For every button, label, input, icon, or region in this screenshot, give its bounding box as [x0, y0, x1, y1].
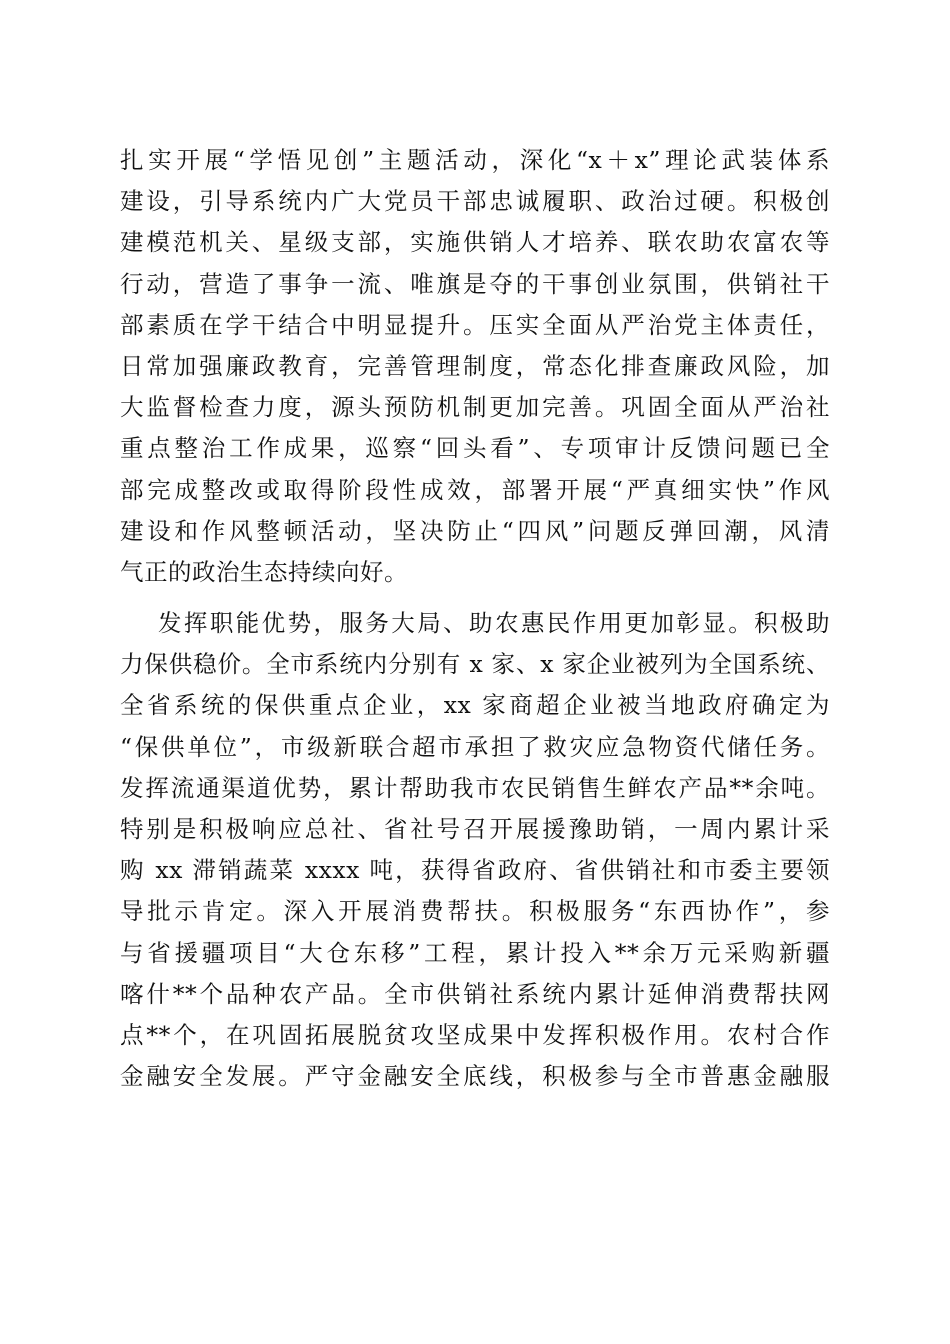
text-line: 发挥职能优势，服务大局、助农惠民作用更加彰显。积极助	[158, 609, 830, 638]
text-line: 与省援疆项目“大仓东移”工程，累计投入**余万元采购新疆	[120, 938, 830, 967]
text-line: 大监督检查力度，源头预防机制更加完善。巩固全面从严治社	[120, 393, 830, 422]
paragraph-party-building	[120, 140, 830, 593]
paragraph-service-function	[120, 603, 830, 1097]
text-line: 喀什**个品种农产品。全市供销社系统内累计延伸消费帮扶网	[120, 979, 830, 1008]
text-line: 点**个，在巩固拓展脱贫攻坚成果中发挥积极作用。农村合作	[120, 1020, 830, 1049]
text-line: 日常加强廉政教育，完善管理制度，常态化排查廉政风险，加	[120, 351, 830, 380]
text-line: 建设和作风整顿活动，坚决防止“四风”问题反弹回潮，风清	[120, 516, 830, 545]
text-line: 建设，引导系统内广大党员干部忠诚履职、政治过硬。积极创	[120, 187, 830, 216]
text-line: 扎实开展“学悟见创”主题活动，深化“x＋x”理论武装体系	[120, 146, 830, 174]
text-line: 建模范机关、星级支部，实施供销人才培养、联农助农富农等	[120, 228, 830, 257]
document-body	[120, 140, 830, 1097]
text-line: 购 xx 滞销蔬菜 xxxx 吨，获得省政府、省供销社和市委主要领	[120, 856, 830, 885]
text-line: 重点整治工作成果，巡察“回头看”、专项审计反馈问题已全	[120, 434, 830, 463]
text-line: “保供单位”，市级新联合超市承担了救灾应急物资代储任务。	[120, 732, 830, 761]
text-line: 部素质在学干结合中明显提升。压实全面从严治党主体责任，	[120, 310, 830, 339]
text-line: 特别是积极响应总社、省社号召开展援豫助销，一周内累计采	[120, 815, 830, 843]
text-line: 金融安全发展。严守金融安全底线，积极参与全市普惠金融服	[120, 1062, 830, 1091]
text-line: 气正的政治生态持续向好。	[120, 557, 408, 586]
text-line: 行动，营造了事争一流、唯旗是夺的干事创业氛围，供销社干	[120, 269, 830, 298]
text-line: 全省系统的保供重点企业，xx 家商超企业被当地政府确定为	[120, 691, 830, 720]
text-line: 力保供稳价。全市系统内分别有 x 家、x 家企业被列为全国系统、	[120, 650, 830, 679]
text-line: 部完成整改或取得阶段性成效，部署开展“严真细实快”作风	[120, 475, 830, 504]
text-line: 导批示肯定。深入开展消费帮扶。积极服务“东西协作”，参	[120, 897, 830, 926]
text-line: 发挥流通渠道优势，累计帮助我市农民销售生鲜农产品**余吨。	[120, 773, 830, 802]
paragraph-spacing	[120, 593, 830, 603]
